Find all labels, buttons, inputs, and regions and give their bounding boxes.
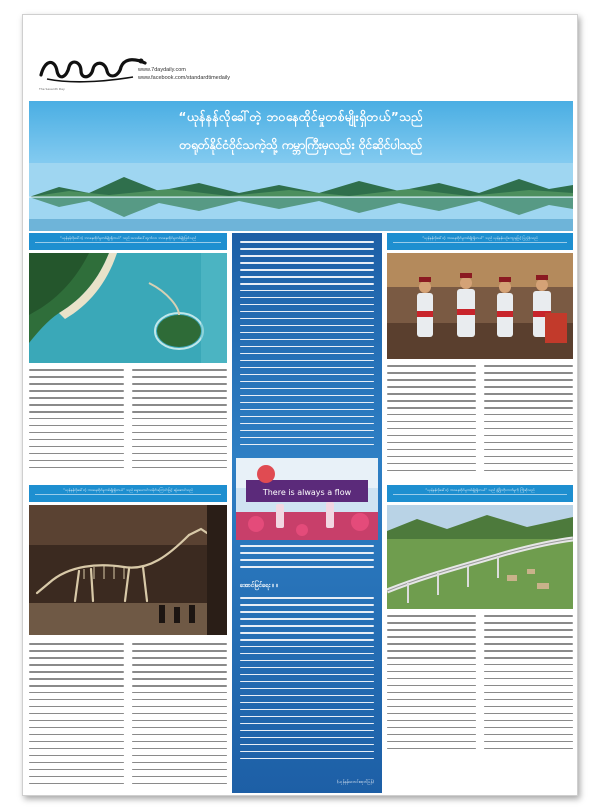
center-body-text <box>240 597 374 773</box>
website-link[interactable]: www.7daydaily.com <box>138 67 186 73</box>
logo-tagline: The Seventh Day <box>39 87 65 91</box>
masthead <box>23 15 577 101</box>
section-2-heading: “ယုန်နန်လိုခေါ်တဲ့ ဘဝနေထိုင်မှုတစ်မျိုးရှိတယ်” သည် ယုန်နန်ယဉ်ကျေးမှုဖြင့် ပြည့်စုံသည် <box>387 233 573 250</box>
lake-mountain-scene <box>29 163 573 231</box>
center-column <box>232 233 382 793</box>
section-1-body <box>29 369 227 479</box>
newspaper-logo <box>37 53 149 85</box>
section-1-heading: “ယုန်နန်လိုခေါ်တဲ့ ဘဝနေထိုင်မှုတစ်မျိုးရှိတယ်” သည် အသစ်ပေါ်ထွက်လာ ဘ၀နေထိုင်မှုတစ်မျိုးဖြစ်သည် <box>29 233 227 250</box>
stage-banner-text: There is always a flow <box>262 488 352 497</box>
section-2-body <box>387 365 573 481</box>
headline-line-2: တရုတ်နိုင်ငံဝိုင်သကဲ့သို့ ကမ္ဘာကြီးမှလည်း ဝိုင်ဆိုင်ပါသည် <box>179 138 423 152</box>
section-3-body <box>29 643 227 793</box>
center-sub-heading: အောင်မြင်ရေး ။ ။ <box>240 582 279 589</box>
byline: (ယုန်နန်သတင်းထုတ်ပြန်) <box>337 779 374 784</box>
facebook-link[interactable]: www.facebook.com/standardtimedaily <box>138 74 231 81</box>
dinosaur-museum-photo <box>29 505 227 635</box>
headline-banner <box>29 101 573 231</box>
section-4-body <box>387 615 573 755</box>
railway-valley-photo <box>387 505 573 609</box>
center-mid-text <box>240 545 374 575</box>
flower-stage-photo <box>236 458 378 540</box>
web-links <box>138 67 230 82</box>
island-aerial-photo <box>29 253 227 363</box>
center-intro-text <box>240 241 374 453</box>
section-3-heading: “ယုန်နန်လိုခေါ်တဲ့ ဘဝနေထိုင်မှုတစ်မျိုးရှိတယ်” သည် ရှေးဟောင်းသမိုင်းကြောင်းဖြင့် ဆွဲဆောင်သည် <box>29 485 227 502</box>
section-4-heading: “ယုန်နန်လိုခေါ်တဲ့ ဘဝနေထိုင်မှုတစ်မျိုးရှိတယ်” သည် ဖွံ့ဖြိုးတိုးတက်မှုကို ကြိုဆိုသည် <box>387 485 573 502</box>
newspaper-page <box>22 14 578 796</box>
festival-dancers-photo <box>387 253 573 359</box>
headline-line-1: “ယုန်နန်လိုခေါ်တဲ့ ဘဝနေထိုင်မှုတစ်မျိုးရှိတယ်”သည် <box>178 110 424 124</box>
